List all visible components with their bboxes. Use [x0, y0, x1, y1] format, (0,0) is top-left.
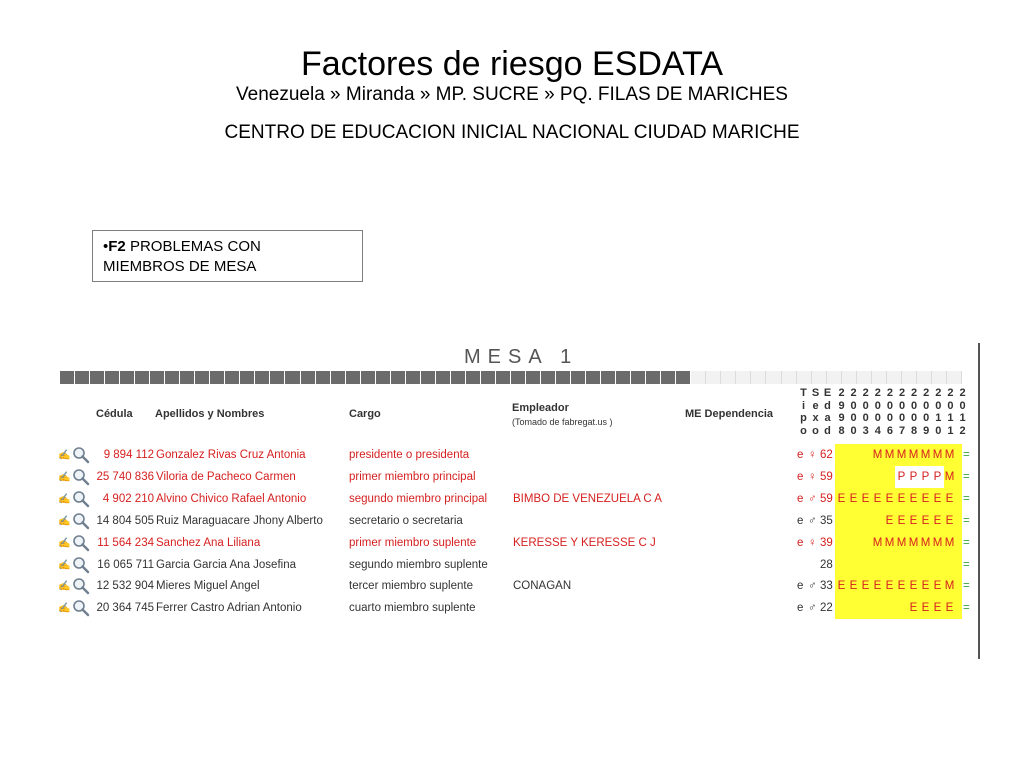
cell-cargo: tercer miembro suplente	[349, 580, 473, 593]
cell-cedula: 9 894 112	[103, 449, 154, 461]
edit-icon[interactable]: ✍	[58, 450, 71, 461]
history-cells	[835, 510, 962, 532]
progress-segment	[361, 371, 376, 384]
vertical-header-char: 9	[923, 424, 930, 437]
history-cells	[835, 488, 962, 510]
header-nombres: Apellidos y Nombres	[155, 408, 265, 420]
cell-sexo: ♂	[808, 602, 817, 615]
history-mark: E	[885, 580, 894, 593]
vertical-header-char: 0	[923, 399, 930, 412]
progress-segment	[90, 371, 105, 384]
progress-segment	[646, 371, 661, 384]
history-mark: M	[896, 536, 907, 549]
vertical-header-char: 0	[898, 399, 906, 412]
edit-icon[interactable]: ✍	[58, 515, 71, 527]
progress-segment	[541, 371, 556, 384]
header-cargo: Cargo	[349, 408, 381, 420]
progress-segment	[556, 371, 571, 384]
progress-segment	[947, 371, 962, 384]
mesa-title: MESA 1	[464, 346, 579, 368]
factor-bullet: •	[103, 238, 109, 255]
vertical-header-years-4	[883, 387, 896, 437]
cell-sexo: ♀	[808, 536, 817, 549]
vertical-header-years-3	[871, 387, 884, 437]
edit-icon[interactable]: ✍	[58, 603, 71, 615]
cell-tipo: e	[797, 470, 804, 483]
cell-cedula: 16 065 711	[97, 558, 154, 571]
edit-icon[interactable]: ✍	[58, 559, 71, 571]
vertical-header-char: 0	[850, 399, 857, 412]
vertical-header-char: e	[812, 399, 819, 412]
history-mark: E	[921, 580, 930, 593]
cell-cedula: 14 804 505	[96, 514, 154, 527]
vertical-header-char: o	[812, 424, 819, 437]
factor-text-line2: MIEMBROS DE MESA	[103, 258, 257, 275]
cell-cargo: segundo miembro suplente	[349, 558, 488, 571]
vertical-header-char: 2	[959, 424, 966, 437]
vertical-header-char: p	[800, 412, 807, 424]
vertical-header-char: 2	[947, 387, 954, 399]
vertical-header-char: E	[823, 387, 832, 399]
progress-segment	[676, 371, 691, 384]
vertical-header-char: d	[824, 424, 831, 437]
cell-empleador: BIMBO DE VENEZUELA C A	[513, 492, 662, 505]
factor-text-line1: PROBLEMAS CON	[129, 238, 261, 255]
vertical-header-char: 1	[947, 424, 954, 437]
progress-segment	[436, 371, 451, 384]
progress-segment	[736, 371, 751, 384]
vertical-header-char: 1	[959, 412, 966, 424]
progress-segment	[165, 371, 180, 384]
progress-segment	[601, 371, 616, 384]
vertical-header-char: 2	[850, 387, 857, 399]
cell-cargo: primer miembro suplente	[349, 536, 477, 549]
vertical-header-char: 0	[874, 399, 881, 412]
history-mark: E	[873, 492, 882, 505]
factor-code: F2	[108, 238, 126, 255]
cell-empleador: KERESSE Y KERESSE C J	[513, 536, 656, 549]
progress-segment	[240, 371, 255, 384]
history-mark: E	[885, 514, 894, 527]
edit-icon[interactable]: ✍	[58, 493, 71, 505]
history-mark: E	[909, 602, 918, 615]
vertical-header-char: 6	[886, 424, 893, 437]
cell-cedula: 11 564 234	[97, 536, 154, 549]
history-cells	[835, 597, 962, 619]
cell-edad: 62	[820, 449, 833, 461]
status-equal: =	[963, 449, 970, 461]
status-equal: =	[963, 536, 970, 549]
progress-segment	[932, 371, 947, 384]
progress-segment	[751, 371, 766, 384]
vertical-header-char: 0	[935, 399, 942, 412]
vertical-header-char: 0	[874, 412, 881, 424]
cell-cedula: 12 532 904	[96, 580, 154, 593]
status-equal: =	[963, 514, 970, 527]
progress-segment	[60, 371, 75, 384]
factor-box	[92, 230, 363, 282]
history-mark: E	[909, 580, 918, 593]
history-mark: M	[872, 449, 883, 461]
progress-segment	[180, 371, 195, 384]
history-cells	[835, 554, 962, 576]
progress-segment	[766, 371, 781, 384]
history-mark: E	[921, 492, 930, 505]
progress-segment	[391, 371, 406, 384]
progress-segment	[616, 371, 631, 384]
cell-cargo: presidente o presidenta	[349, 449, 470, 461]
vertical-header-char: 7	[898, 424, 906, 437]
vertical-header-years-2	[859, 387, 872, 437]
history-mark: E	[873, 580, 882, 593]
cell-cargo: segundo miembro principal	[349, 492, 488, 505]
cell-cargo: primer miembro principal	[349, 470, 476, 483]
breadcrumb: Venezuela » Miranda » MP. SUCRE » PQ. FILAS DE MARICHES	[236, 84, 788, 105]
vertical-header-char: 4	[874, 424, 881, 437]
vertical-header-char: 0	[862, 399, 869, 412]
progress-segment	[842, 371, 857, 384]
cell-nombre[interactable]: Garcia Garcia Ana Josefina	[156, 558, 296, 571]
vertical-header-years-6	[908, 387, 921, 437]
history-mark: M	[920, 536, 931, 549]
vertical-header-char: 1	[947, 412, 954, 424]
status-equal: =	[963, 470, 970, 483]
progress-segment	[225, 371, 240, 384]
progress-segment	[812, 371, 827, 384]
history-mark: E	[933, 602, 942, 615]
cell-cargo: secretario o secretaria	[349, 514, 463, 527]
progress-segment	[195, 371, 210, 384]
cell-cedula: 25 740 836	[96, 470, 154, 483]
vertical-header-char: 2	[886, 387, 893, 399]
progress-segment	[857, 371, 872, 384]
vertical-header-years-8	[932, 387, 945, 437]
history-mark: E	[849, 580, 858, 593]
vertical-header-char: 9	[838, 412, 845, 424]
history-mark: M	[872, 536, 883, 549]
vertical-header-char: 0	[947, 399, 954, 412]
vertical-header-years-5	[896, 387, 909, 437]
progress-segment	[316, 371, 331, 384]
progress-segment	[331, 371, 346, 384]
progress-segment	[406, 371, 421, 384]
vertical-header-char: 8	[911, 424, 918, 437]
vertical-header-char: 9	[838, 399, 845, 412]
cell-tipo: e	[797, 514, 804, 527]
progress-segment	[511, 371, 526, 384]
progress-segment	[691, 371, 706, 384]
status-equal: =	[963, 580, 970, 593]
vertical-header-char: T	[800, 387, 807, 399]
progress-segment	[376, 371, 391, 384]
vertical-header-char: 0	[923, 412, 930, 424]
progress-segment	[586, 371, 601, 384]
history-mark: M	[908, 449, 919, 461]
history-mark: M	[932, 536, 943, 549]
header-dependencia: ME Dependencia	[685, 408, 774, 420]
cell-nombre[interactable]: Gonzalez Rivas Cruz Antonia	[156, 449, 306, 461]
progress-segment	[75, 371, 90, 384]
vertical-header-years-10	[956, 387, 969, 437]
vertical-header-char: 0	[862, 412, 869, 424]
progress-segment	[782, 371, 797, 384]
progress-segment	[917, 371, 932, 384]
history-mark: M	[944, 580, 955, 593]
vertical-header-years-0	[835, 387, 848, 437]
vertical-header-char: 2	[935, 387, 942, 399]
vertical-header-char: 0	[886, 412, 893, 424]
cell-edad: 35	[820, 514, 833, 527]
progress-segment	[255, 371, 270, 384]
cell-empleador: CONAGAN	[513, 580, 572, 593]
history-mark: E	[933, 514, 942, 527]
history-mark: E	[945, 492, 954, 505]
history-mark: P	[907, 466, 920, 488]
progress-segment	[105, 371, 120, 384]
status-equal: =	[963, 492, 970, 505]
cell-tipo: e	[797, 580, 804, 593]
vertical-header-char: i	[801, 399, 806, 412]
status-equal: =	[963, 558, 970, 571]
history-mark: P	[919, 466, 932, 488]
mesa-progress-bar	[60, 371, 962, 384]
history-mark: E	[861, 492, 870, 505]
progress-segment	[270, 371, 285, 384]
cell-edad: 59	[820, 470, 833, 483]
history-mark: E	[897, 492, 906, 505]
history-mark: P	[931, 466, 944, 488]
vertical-header-char: 0	[935, 424, 942, 437]
vertical-header-years-1	[847, 387, 860, 437]
history-mark: E	[861, 580, 870, 593]
vertical-header-char: 0	[911, 399, 918, 412]
cell-sexo: ♂	[808, 514, 817, 527]
history-mark: E	[837, 580, 846, 593]
history-mark: M	[944, 470, 955, 483]
cell-edad: 28	[820, 558, 833, 571]
history-mark: M	[884, 536, 895, 549]
progress-segment	[346, 371, 361, 384]
vertical-header-edad	[821, 387, 834, 437]
cell-cedula: 20 364 745	[96, 602, 154, 615]
history-mark: M	[920, 449, 931, 461]
history-mark: M	[944, 449, 955, 461]
vertical-header-char: 2	[898, 387, 906, 399]
cell-nombre[interactable]: Alvino Chivico Rafael Antonio	[156, 492, 307, 505]
cell-nombre[interactable]: Ferrer Castro Adrian Antonio	[156, 602, 302, 615]
history-mark: M	[944, 536, 955, 549]
progress-segment	[902, 371, 917, 384]
vertical-header-char: 1	[935, 412, 942, 424]
vertical-header-char: 2	[838, 387, 845, 399]
progress-segment	[526, 371, 541, 384]
vertical-header-char: 2	[862, 387, 869, 399]
vertical-header-years-7	[920, 387, 933, 437]
vertical-header-char: 2	[911, 387, 918, 399]
progress-segment	[571, 371, 586, 384]
history-mark: E	[885, 492, 894, 505]
history-mark: E	[909, 514, 918, 527]
cell-edad: 22	[820, 602, 833, 615]
vertical-header-char: 2	[923, 387, 930, 399]
header-cedula: Cédula	[96, 408, 133, 420]
history-cells	[835, 532, 962, 554]
vertical-header-char: 0	[850, 412, 857, 424]
history-cells	[835, 575, 962, 597]
cell-nombre[interactable]: Mieres Miguel Angel	[156, 580, 260, 593]
progress-segment	[706, 371, 721, 384]
cell-sexo: ♂	[808, 580, 817, 593]
cell-edad: 33	[820, 580, 833, 593]
progress-segment	[135, 371, 150, 384]
vertical-header-char: 0	[959, 399, 966, 412]
history-mark: P	[895, 466, 908, 488]
vertical-header-char: 8	[838, 424, 845, 437]
cell-edad: 39	[820, 536, 833, 549]
progress-segment	[120, 371, 135, 384]
history-mark: E	[933, 580, 942, 593]
vertical-header-char: 2	[874, 387, 881, 399]
header-empleador: Empleador	[512, 402, 569, 414]
progress-segment	[827, 371, 842, 384]
progress-segment	[210, 371, 225, 384]
vertical-header-char: 2	[959, 387, 966, 399]
progress-segment	[721, 371, 736, 384]
history-mark: E	[909, 492, 918, 505]
vertical-header-char: 3	[862, 424, 869, 437]
vertical-header-char: 0	[886, 399, 893, 412]
history-mark: E	[849, 492, 858, 505]
cell-edad: 59	[820, 492, 833, 505]
progress-segment	[451, 371, 466, 384]
history-mark: M	[932, 449, 943, 461]
progress-segment	[301, 371, 316, 384]
history-mark: E	[897, 580, 906, 593]
history-mark: E	[933, 492, 942, 505]
vertical-header-char: a	[824, 412, 831, 424]
cell-cargo: cuarto miembro suplente	[349, 602, 476, 615]
cell-sexo: ♂	[808, 492, 817, 505]
vertical-header-char: x	[812, 412, 819, 424]
progress-segment	[466, 371, 481, 384]
vertical-header-char: 0	[898, 412, 906, 424]
progress-segment	[872, 371, 887, 384]
edit-icon[interactable]: ✍	[58, 471, 71, 483]
history-cells	[835, 466, 962, 488]
header-empleador-note: (Tomado de fabregat.us )	[512, 417, 613, 427]
vertical-header-char: d	[824, 399, 831, 412]
vertical-header-char: S	[811, 387, 820, 399]
page-title: Factores de riesgo ESDATA	[300, 45, 723, 83]
cell-nombre[interactable]: Sanchez Ana Liliana	[156, 536, 261, 549]
cell-tipo: e	[797, 536, 804, 549]
vertical-header-years-9	[944, 387, 957, 437]
progress-segment	[481, 371, 496, 384]
right-divider	[978, 343, 980, 659]
vertical-header-char: o	[800, 424, 807, 437]
history-mark: M	[908, 536, 919, 549]
history-mark: M	[884, 449, 895, 461]
cell-sexo: ♀	[808, 470, 817, 483]
cell-cedula: 4 902 210	[102, 492, 154, 505]
edit-icon[interactable]: ✍	[58, 537, 71, 549]
edit-icon[interactable]: ✍	[58, 581, 71, 593]
progress-segment	[797, 371, 812, 384]
vertical-header-char: 0	[850, 424, 857, 437]
cell-nombre[interactable]: Ruiz Maraguacare Jhony Alberto	[156, 514, 323, 527]
history-mark: E	[921, 514, 930, 527]
cell-tipo: e	[797, 492, 804, 505]
status-equal: =	[963, 602, 970, 615]
history-mark: E	[837, 492, 846, 505]
history-cells	[835, 444, 962, 466]
progress-segment	[421, 371, 436, 384]
vertical-header-char: 0	[911, 412, 918, 424]
progress-segment	[661, 371, 676, 384]
history-mark: E	[945, 514, 954, 527]
school-name: CENTRO DE EDUCACION INICIAL NACIONAL CIUDAD MARICHE	[224, 122, 800, 143]
cell-nombre[interactable]: Viloria de Pacheco Carmen	[156, 470, 296, 483]
history-mark: M	[896, 449, 907, 461]
cell-tipo: e	[797, 449, 804, 461]
cell-sexo: ♀	[808, 449, 817, 461]
progress-segment	[496, 371, 511, 384]
progress-segment	[631, 371, 646, 384]
history-mark: E	[921, 602, 930, 615]
progress-segment	[150, 371, 165, 384]
cell-tipo: e	[797, 602, 804, 615]
history-mark: E	[897, 514, 906, 527]
history-mark: E	[945, 602, 954, 615]
progress-segment	[285, 371, 300, 384]
progress-segment	[887, 371, 902, 384]
